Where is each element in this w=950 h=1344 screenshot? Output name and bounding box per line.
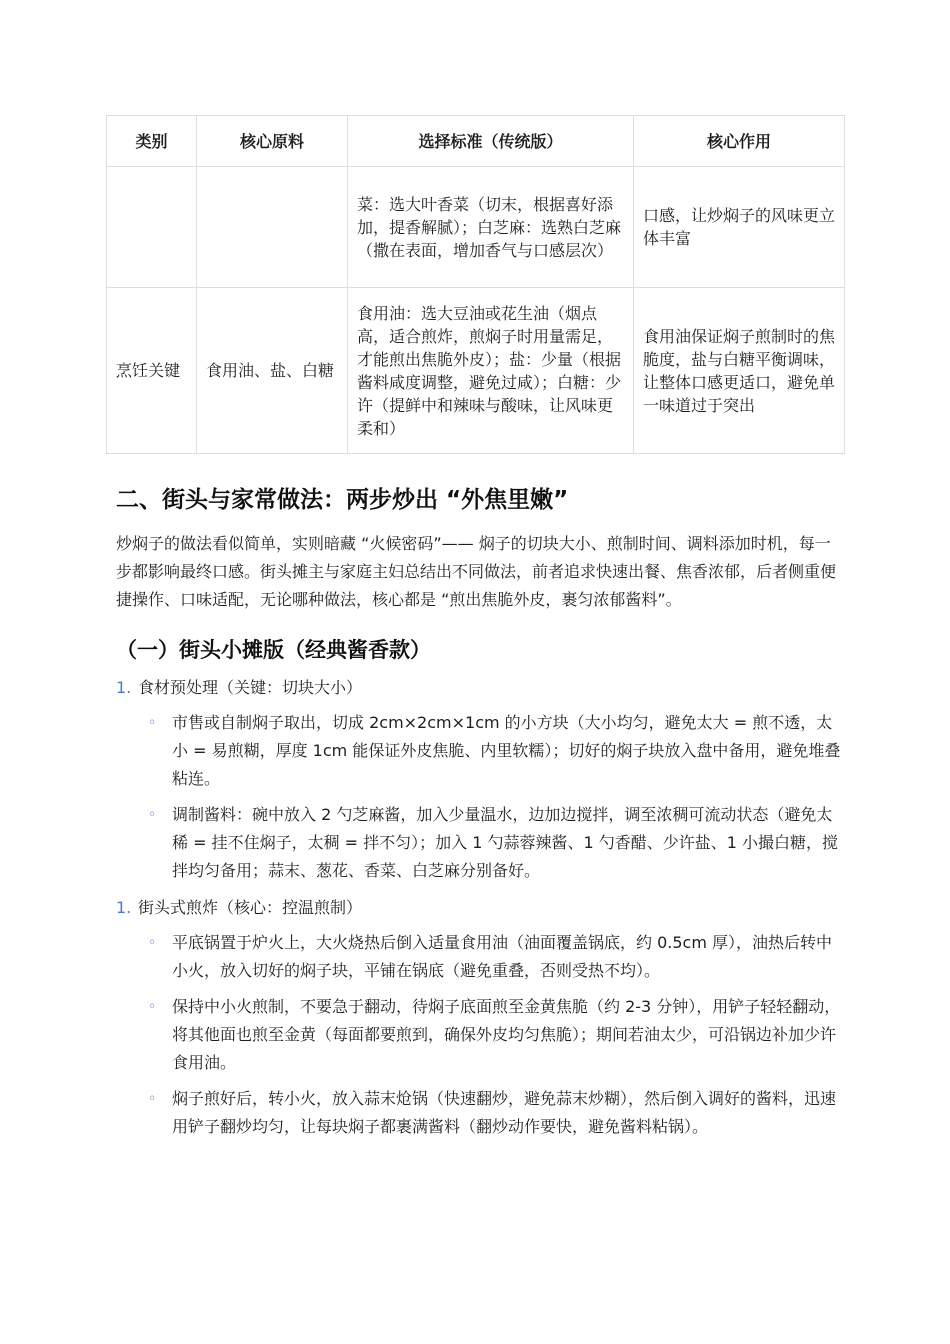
cell-ingredients: 食用油、盐、白糖 xyxy=(197,288,348,454)
cell-ingredients xyxy=(197,167,348,288)
header-role: 核心作用 xyxy=(634,116,845,167)
bullet-icon: ◦ xyxy=(148,807,157,823)
bullet-text: 保持中小火煎制，不要急于翻动，待焖子底面煎至金黄焦脆（约 2-3 分钟），用铲子轻轻翻动，将其他面也煎至金黄（每面都要煎到，确保外皮均匀焦脆）；期间若油太少，可沿锅边补加少许食用油。 xyxy=(172,997,841,1072)
bullet-text: 平底锅置于炉火上，大火烧热后倒入适量食用油（油面覆盖锅底，约 0.5cm 厚），油热后转中小火，放入切好的焖子块，平铺在锅底（避免重叠，否则受热不均）。 xyxy=(172,933,833,980)
list-item xyxy=(106,709,844,793)
table-header-row xyxy=(107,116,845,167)
cell-standard: 食用油：选大豆油或花生油（烟点高，适合煎炸，煎焖子时用量需足，才能煎出焦脆外皮）；盐：少量（根据酱料咸度调整，避免过咸）；白糖：少许（提鲜中和辣味与酸味，让风味更柔和） xyxy=(348,288,634,454)
bullet-icon: ◦ xyxy=(148,1091,157,1107)
cell-standard: 菜：选大叶香菜（切末，根据喜好添加，提香解腻）；白芝麻：选熟白芝麻（撒在表面，增加香气与口感层次） xyxy=(348,167,634,288)
step-number: 1. xyxy=(116,678,132,697)
table-row xyxy=(107,288,845,454)
bullet-text: 市售或自制焖子取出，切成 2cm×2cm×1cm 的小方块（大小均匀，避免太大 = 煎不透，太小 = 易煎糊，厚度 1cm 能保证外皮焦脆、内里软糯）；切好的焖子块放入盘中备用，避免堆叠粘连。 xyxy=(172,713,841,788)
header-ingredients: 核心原料 xyxy=(197,116,348,167)
list-item xyxy=(106,1085,844,1141)
document-page xyxy=(106,115,844,1149)
step-item xyxy=(116,675,844,701)
cell-category xyxy=(107,167,197,288)
bullet-text: 调制酱料：碗中放入 2 勺芝麻酱，加入少量温水，边加边搅拌，调至浓稠可流动状态（避免太稀 = 挂不住焖子，太稠 = 拌不匀）；加入 1 勺蒜蓉辣酱、1 勺香醋、少许盐、1 小撮白糖，搅拌均匀备用；蒜末、葱花、香菜、白芝麻分别备好。 xyxy=(172,805,839,880)
cell-role: 食用油保证焖子煎制时的焦脆度，盐与白糖平衡调味，让整体口感更适口，避免单一味道过于突出 xyxy=(634,288,845,454)
bullet-icon: ◦ xyxy=(148,715,157,731)
step-title: 街头式煎炸（核心：控温煎制） xyxy=(138,898,363,917)
list-item xyxy=(106,801,844,885)
header-standard: 选择标准（传统版） xyxy=(348,116,634,167)
step-bullet-list xyxy=(106,709,844,885)
bullet-text: 焖子煎好后，转小火，放入蒜末炝锅（快速翻炒，避免蒜末炒糊），然后倒入调好的酱料，迅速用铲子翻炒均匀，让每块焖子都裹满酱料（翻炒动作要快，避免酱料粘锅）。 xyxy=(172,1089,837,1136)
section-heading: 二、街头与家常做法：两步炒出 “外焦里嫩” xyxy=(116,487,569,513)
section-intro-paragraph: 炒焖子的做法看似简单，实则暗藏 “火候密码”—— 焖子的切块大小、煎制时间、调料添加时机，每一步都影响最终口感。街头摊主与家庭主妇总结出不同做法，前者追求快速出餐、焦香浓郁，后者侧重便捷操作、口味适配，无论哪种做法，核心都是 “煎出焦脆外皮，裹匀浓郁酱料”。 xyxy=(116,534,837,609)
bullet-icon: ◦ xyxy=(148,999,157,1015)
table-row xyxy=(107,167,845,288)
list-item xyxy=(106,993,844,1077)
step-item xyxy=(116,895,844,921)
header-category: 类别 xyxy=(107,116,197,167)
cell-role: 口感，让炒焖子的风味更立体丰富 xyxy=(634,167,845,288)
bullet-icon: ◦ xyxy=(148,935,157,951)
ingredients-table xyxy=(106,115,845,454)
step-number: 1. xyxy=(116,898,132,917)
step-bullet-list xyxy=(106,929,844,1141)
subsection-heading: （一）街头小摊版（经典酱香款） xyxy=(116,638,431,662)
step-title: 食材预处理（关键：切块大小） xyxy=(138,678,363,697)
cell-category: 烹饪关键 xyxy=(107,288,197,454)
list-item xyxy=(106,929,844,985)
